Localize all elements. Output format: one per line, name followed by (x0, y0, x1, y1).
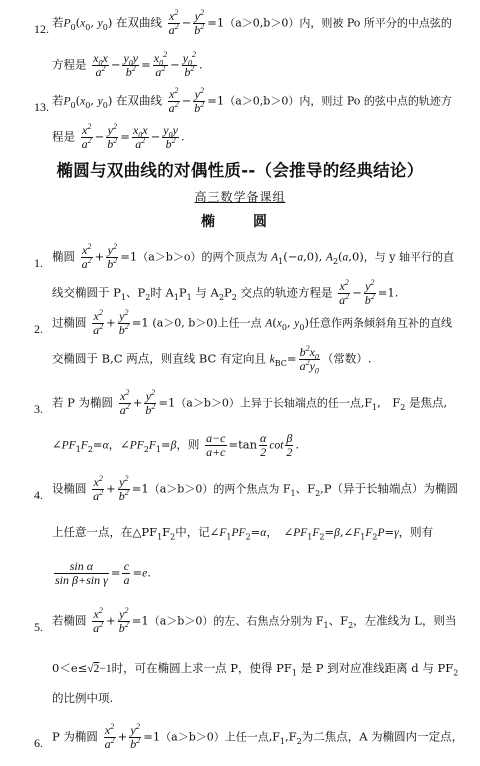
item-number: 12. (34, 22, 49, 36)
ellipse-5-line-1: 若椭圆 $\frac{x^2}{a^2}$ + $\frac{y^2}{b^2}$ =1（a＞b＞0）的左、右焦点分别为 $F_1$、$F_2$，左准线为 L，则当 (52, 606, 457, 635)
ellipse-2-line-1: 过椭圆 $\frac{x^2}{a^2}$ + $\frac{y^2}{b^2}$ =1 (a＞0, b＞0)上任一点 $A(x_0$, $y_0$)任意作两条倾斜角互补的直线 (52, 308, 452, 337)
ellipse-1-line-2: 线交椭圆于 $P_1$、$P_2$时 $A_1P_1$ 与 $A_2P_2$ 交点的轨迹方程是 $\frac{x^2}{a^2}$ − $\frac{y^2}{b^2}$ =1. (52, 278, 399, 307)
item-13-line-2: 程是 $\frac{x^2}{a^2}$ − $\frac{y^2}{b^2}$ = $\frac{x_0x}{a^2}$ − $\frac{y_0y}{b^2}$ . (52, 122, 185, 151)
ellipse-5-line-2: 0＜e≤√2−1时，可在椭圆上求一点 P，使得 $PF_1$ 是 P 到对应准线距离 d 与 $PF_2$ (52, 661, 459, 678)
page-title: 椭圆与双曲线的对偶性质--（会推导的经典结论） (56, 161, 424, 180)
ellipse-3-line-2: $\angle PF_1F_2=\alpha$，$\angle PF_2F_1=\beta$，则 $\frac{a-c}{a+c}$ =tan $\frac{\alpha}{2}$ cot $\frac{\beta}{2}$ . (52, 431, 300, 459)
ellipse-5-line-3: 的比例中项. (52, 691, 114, 705)
item-number: 2. (34, 322, 43, 336)
item-number: 1. (34, 256, 43, 270)
ellipse-4-line-2: 上任意一点，在$\triangle PF_1F_2$中，记$\angle F_1PF_2=\alpha$， $\angle PF_1F_2=\beta,\angle F_1F_2P=\gamma$，则有 (52, 525, 434, 542)
item-12-line-2: 方程是 $\frac{x_0x}{a^2}$ − $\frac{y_0y}{b^2}$ = $\frac{x_0^2}{a^2}$ − $\frac{y_0^2}{b^2}$ . (52, 50, 203, 79)
item-number: 3. (34, 402, 43, 416)
item-13-line-1: 若$P_0(x_0$, $y_0$) 在双曲线 $\frac{x^2}{a^2}$ − $\frac{y^2}{b^2}$ =1（a＞0,b＞0）内，则过 Po 的弦中点的轨迹方 (52, 86, 452, 115)
section-heading: 椭 圆 (201, 214, 279, 230)
item-12-line-1: 若$P_0(x_0$, $y_0$) 在双曲线 $\frac{x^2}{a^2}$ − $\frac{y^2}{b^2}$ =1（a＞0,b＞0）内，则被 Po 所平分的中点弦的 (52, 8, 452, 37)
subtitle: 高三数学备课组 (194, 190, 286, 204)
ellipse-1-line-1: 椭圆 $\frac{x^2}{a^2}$ + $\frac{y^2}{b^2}$ =1（a＞b＞o）的两个顶点为 $A_1(-a,0)$, $A_2(a,0)$，与 y 轴平行的直 (52, 242, 454, 271)
ellipse-2-line-2: 交椭圆于 B,C 两点，则直线 BC 有定向且 $k_{BC}=$ $\frac{b^2x_0}{a^2y_0}$ （常数）. (52, 344, 372, 376)
item-number: 13. (34, 100, 49, 114)
ellipse-3-line-1: 若 P 为椭圆 $\frac{x^2}{a^2}$ + $\frac{y^2}{b^2}$ =1（a＞b＞0）上异于长轴端点的任一点$,F_1$, $F_2$ 是焦点, (52, 388, 448, 417)
ellipse-4-line-1: 设椭圆 $\frac{x^2}{a^2}$ + $\frac{y^2}{b^2}$ =1（a＞b＞0）的两个焦点为 $F_1$、$F_2,P$（异于长轴端点）为椭圆 (52, 474, 459, 503)
item-number: 5. (34, 620, 43, 634)
item-number: 4. (34, 488, 43, 502)
ellipse-4-line-3: $\frac{\text{sin α}}{\text{sin β+sin γ}}$ = $\frac{c}{a}$ =e. (55, 559, 151, 587)
item-number: 6. (34, 736, 43, 750)
ellipse-6-line-1: P 为椭圆 $\frac{x^2}{a^2}$ + $\frac{y^2}{b^2}$ =1（a＞b＞0）上任一点$,F_1,F_2$为二焦点，A 为椭圆内一定点， (52, 722, 464, 751)
